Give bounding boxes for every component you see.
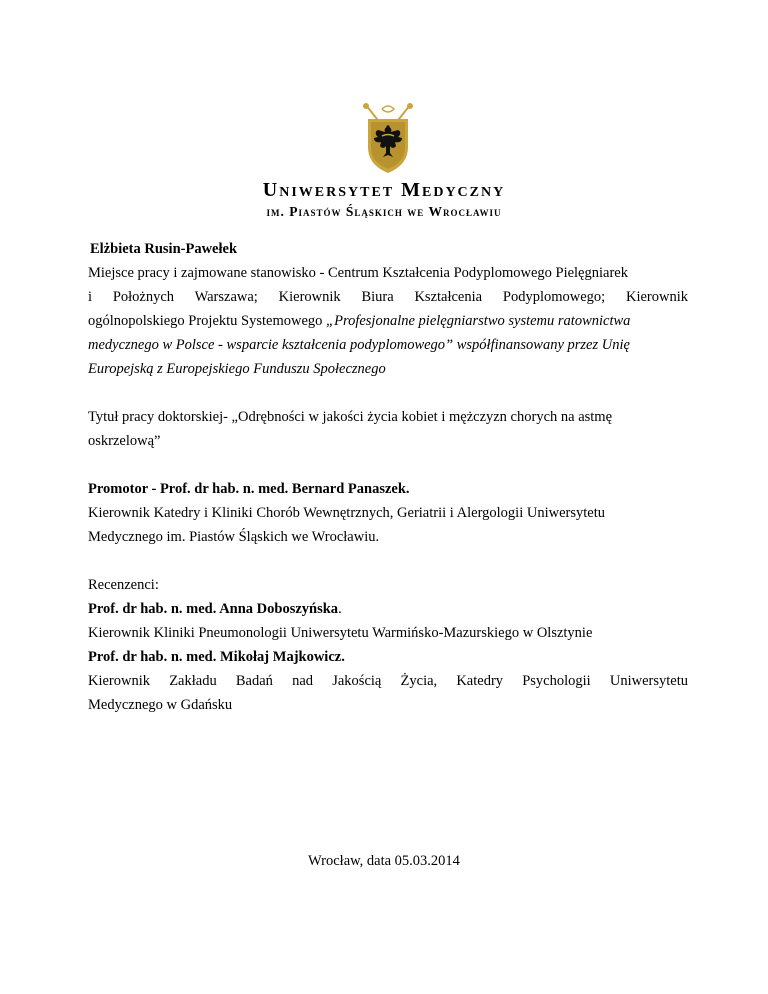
project-title-line-2: medycznego w Polsce - wsparcie kształcenia podyplomowego” współfinansowany przez Unię xyxy=(88,337,630,353)
reviewer-1-affiliation: Kierownik Kliniki Pneumonologii Uniwersytetu Warmińsko-Mazurskiego w Olsztynie xyxy=(88,625,593,641)
workplace-line-2 xyxy=(88,285,688,309)
reviewer-1-name xyxy=(88,597,688,621)
university-crest-eagle-icon xyxy=(360,103,416,175)
reviewer-1-name-suffix: . xyxy=(338,601,342,617)
workplace-line-2-part-2: Warszawa; xyxy=(194,289,258,305)
reviewer-1-name-text: Prof. dr hab. n. med. Anna Doboszyńska xyxy=(88,601,339,617)
author-name: Elżbieta Rusin-Pawełek xyxy=(90,241,238,257)
place-and-date: Wrocław, data 05.03.2014 xyxy=(308,853,460,869)
thesis-title-line-2: oskrzelową” xyxy=(88,433,161,449)
document-body xyxy=(88,237,688,717)
promotor-heading: Promotor - Prof. dr hab. n. med. Bernard Panaszek. xyxy=(88,481,410,497)
reviewer-2-affiliation-line-1: Kierownik Zakładu Badań nad Jakością Życia, Katedry Psychologii Uniwersytetu xyxy=(88,673,688,689)
workplace-line-2-part-1: i Położnych xyxy=(88,289,175,305)
spacer xyxy=(88,549,688,573)
reviewer-2-affiliation-line-2: Medycznego w Gdańsku xyxy=(88,697,233,713)
spacer xyxy=(88,453,688,477)
workplace-line-2-part-3: Kierownik Biura Kształcenia Podyplomowego; Kierownik xyxy=(278,289,688,305)
university-name: Uniwersytet Medyczny xyxy=(262,179,506,201)
promotor-affiliation-line-2: Medycznego im. Piastów Śląskich we Wrocławiu. xyxy=(88,529,380,545)
workplace-line-1: Miejsce pracy i zajmowane stanowisko - Centrum Kształcenia Podyplomowego Pielęgniarek xyxy=(88,265,628,281)
reviewer-2-name: Prof. dr hab. n. med. Mikołaj Majkowicz. xyxy=(88,649,345,665)
reviewers-heading: Recenzenci: xyxy=(88,577,159,593)
promotor-affiliation-line-1: Kierownik Katedry i Kliniki Chorób Wewnętrznych, Geriatrii i Alergologii Uniwersytetu xyxy=(88,505,605,521)
spacer xyxy=(88,381,688,405)
project-title-start: „Profesjonalne pielęgniarstwo systemu ratownictwa xyxy=(326,313,631,329)
workplace-line-3-plain: ogólnopolskiego Projektu Systemowego xyxy=(88,313,327,329)
project-title-line-3: Europejską z Europejskiego Funduszu Społecznego xyxy=(88,361,386,377)
university-subtitle: im. Piastów Śląskich we Wrocławiu xyxy=(266,204,502,219)
workplace-line-3 xyxy=(88,309,688,333)
thesis-title-line-1: Tytuł pracy doktorskiej- „Odrębności w jakości życia kobiet i mężczyzn chorych na astmę xyxy=(88,409,613,425)
